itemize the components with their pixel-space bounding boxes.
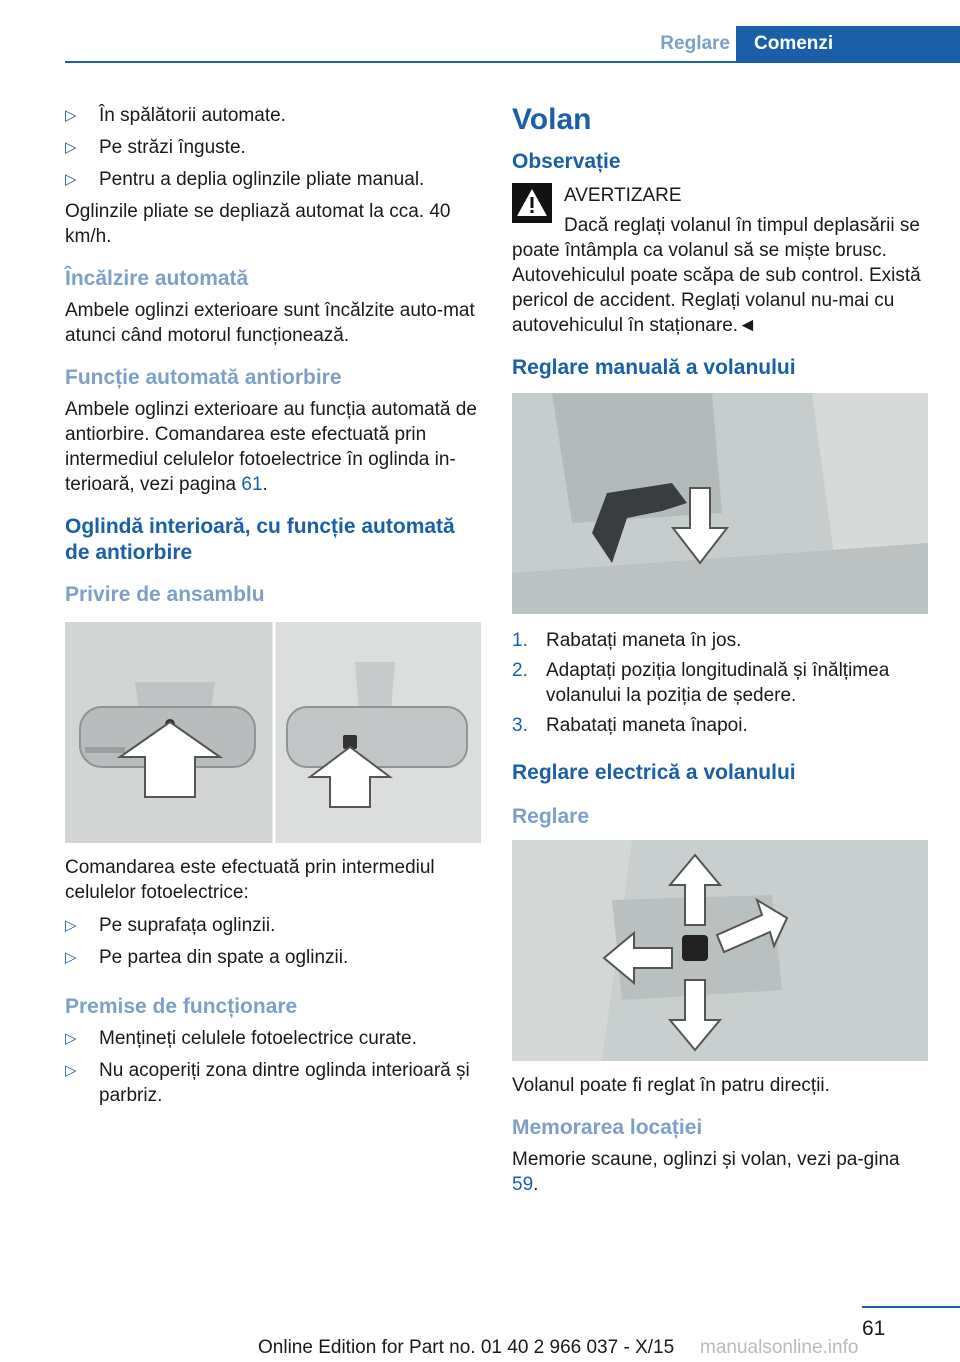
step-item: 2. Adaptați poziția longitudinală și înălțimea volanului la poziția de ședere.: [512, 660, 890, 706]
warning-icon: [512, 183, 552, 223]
left-column: [65, 103, 481, 1115]
list-item: ▷ Pe suprafața oglinzii.: [65, 915, 276, 936]
heading-prereq: Premise de funcționare: [65, 995, 298, 1018]
page-number: 61: [862, 1317, 886, 1340]
heading-inner-mirror: Oglindă interioară, cu funcție automată de antiorbire: [65, 515, 455, 564]
triangle-bullet-icon: ▷: [65, 1030, 77, 1047]
heading-volan: Volan: [512, 103, 592, 136]
list-item: ▷ Pe străzi înguste.: [65, 137, 246, 158]
heading-adjust: Reglare: [512, 805, 590, 828]
page-link-61[interactable]: 61: [241, 474, 263, 495]
watermark: manualsonline.info: [700, 1337, 859, 1358]
heading-manual: Reglare manuală a volanului: [512, 356, 796, 379]
step-item: 1. Rabatați maneta în jos.: [512, 630, 742, 651]
page-link-59[interactable]: 59: [512, 1174, 534, 1195]
triangle-bullet-icon: ▷: [65, 917, 77, 934]
heading-heating: Încălzire automată: [65, 267, 249, 290]
triangle-bullet-icon: ▷: [65, 1062, 77, 1079]
header-rule: [65, 61, 960, 63]
para-heating: Ambele oglinzi exterioare sunt încălzite auto‐mat atunci când motorul funcționează.: [65, 300, 475, 346]
heading-overview: Privire de ansamblu: [65, 583, 265, 606]
para-antiglare: Ambele oglinzi exterioare au funcția automată de antiorbire. Comandarea este efectuată prin intermediul celulelor fotoelectrice în oglinda in‐terioară, vezi pagina 61.: [65, 399, 477, 495]
para-cells: Comandarea este efectuată prin intermediul celulelor fotoelectrice:: [65, 857, 435, 903]
para-unfold: Oglinzile pliate se depliază automat la cca. 40 km/h.: [65, 201, 451, 247]
heading-note: Observație: [512, 150, 621, 173]
triangle-bullet-icon: ▷: [65, 107, 77, 124]
edition-text: Online Edition for Part no. 01 40 2 966 037 - X/15: [258, 1337, 675, 1358]
heading-antiglare: Funcție automată antiorbire: [65, 366, 342, 389]
right-column: [512, 103, 928, 1197]
list-item: ▷ În spălătorii automate.: [65, 105, 286, 126]
list-item: ▷ Mențineți celulele fotoelectrice curate.: [65, 1028, 417, 1049]
lever-photo: [512, 393, 928, 614]
lever-illustration: [512, 393, 928, 614]
para-memory: Memorie scaune, oglinzi și volan, vezi pa‐gina 59.: [512, 1149, 900, 1195]
switch-photo: [512, 840, 928, 1061]
triangle-bullet-icon: ▷: [65, 949, 77, 966]
warning-block: [512, 183, 928, 227]
mirror-photo: [65, 622, 481, 843]
list-item: ▷ Pe partea din spate a oglinzii.: [65, 947, 349, 968]
heading-memory: Memorarea locației: [512, 1116, 703, 1139]
triangle-bullet-icon: ▷: [65, 139, 77, 156]
para-four: Volanul poate fi reglat în patru direcții.: [512, 1075, 830, 1096]
step-item: 3. Rabatați maneta înapoi.: [512, 715, 748, 736]
mirror-illustration: [65, 622, 481, 843]
warning-title: AVERTIZARE: [564, 185, 682, 206]
header-chapter: Comenzi: [736, 26, 960, 62]
warning-text: Dacă reglați volanul în timpul deplasării se poate întâmpla ca volanul să se miște brusc. Autovehiculul poate scăpa de sub control. Există pericol de accident. Reglați volanul nu‐mai cu autovehiculul în staționare.◄: [512, 215, 921, 336]
list-item: ▷ Nu acoperiți zona dintre oglinda interioară și parbriz.: [65, 1060, 470, 1106]
header-section: Reglare: [660, 33, 730, 54]
switch-illustration: [512, 840, 928, 1061]
list-item: ▷ Pentru a deplia oglinzile pliate manual.: [65, 169, 425, 190]
triangle-bullet-icon: ▷: [65, 171, 77, 188]
footer-rule: [862, 1306, 960, 1308]
heading-electric: Reglare electrică a volanului: [512, 761, 796, 784]
